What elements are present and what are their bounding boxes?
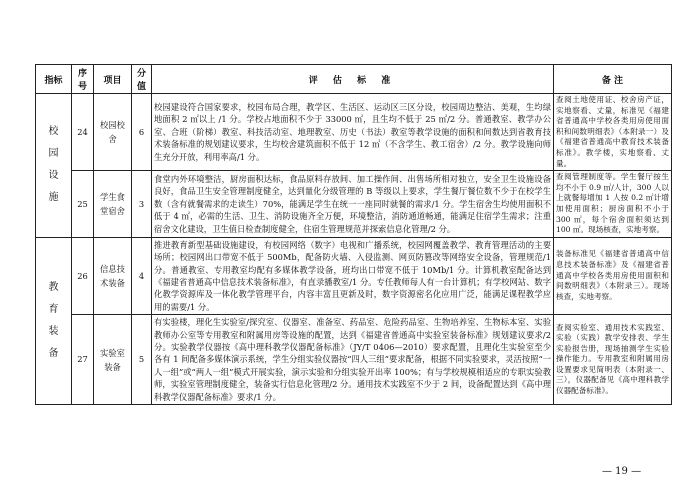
row-score: 4: [132, 237, 152, 314]
row-criteria: 食堂内外环境整洁，厨房面积达标，食品原料存放间、加工操作间、出售场所相对独立，安全卫生设施设备良好，食品卫生安全管理制度健全，达到量化分级管理的 B 等级以上要求，学生餐厅餐位数不少于在校学生数（含有就餐需求的走读生）70%，能满足学生在统一一座同时就餐的需求/1 分。学生宿舍生均使用面积不低于 4 ㎡，必需的生活、卫生、消防设施齐全万便，环境整洁，消防通道畅通，能满足住宿学生需求；注重宿舍文化建设，卫生值日检查制度健全，住宿生管理规范并探索信息化管理/2 分。: [152, 171, 554, 238]
row-notes: 查阅管理制度等。学生餐厅按生均不小于 0.9 ㎡/人计，300 人以上就餐每增加 1 人按 0.2 ㎡计增加使用面积；厨房面积不小于 300 ㎡，每个宿舍面积须达到 100 ㎡。现场核查，实地考察。: [554, 171, 672, 238]
row-notes: 查阅土地使用证、校舍房产证，实地察看、丈量，标准见《福建省普通高中学校各类用房使用面积和间数明细表》（本附录一）及《福建省普通高中教育技术装备标准》。教学楼，实地察看、丈量。: [554, 94, 672, 171]
header-indicator: 指标: [36, 65, 72, 94]
row-item: 学生食堂宿舍: [94, 171, 132, 238]
header-seq: 序号: [72, 65, 94, 94]
row-score: 6: [132, 94, 152, 171]
header-notes: 备 注: [554, 65, 672, 94]
row-number: 27: [72, 315, 94, 405]
row-number: 24: [72, 94, 94, 171]
table-row: [36, 237, 672, 314]
category-equipment: 教 育 装 备: [36, 237, 72, 404]
row-notes: 装备标准见《福建省普通高中信息技术装备标准》及《福建省普通高中学校各类用房使用面积和间数明细表》（本附录三）。现场核查，实地考察。: [554, 237, 672, 314]
evaluation-table: [35, 64, 672, 405]
row-criteria: 有实验楼，理化生实验室/探究室、仪器室、准备室、药品室、危险药品室、生物培养室、生物标本室、实验教师办公室等专用教室和附属用房等设施的配置，达到《福建省普通高中实验室装备标准》规划建议要求/2 分。实验教学仪器按《高中理科教学仪器配备标准》（JY/T 0406—2010）要求配置，且理化生实验室至少各有 1 间配备多媒体演示系统，学生分组实验仪器按“四人三组”要求配备，根据不同实验要求，灵活按照“一人一组”或“两人一组”模式开展实验，演示实验和分组实验开出率 100%；有与学校规模相适应的专职实验教师，实验室管理制度健全，装备实行信息化管理/2 分。通用技术实践室不少于 2 间，设备配置达到《高中理科教学仪器配备标准》要求/1 分。: [152, 315, 554, 405]
table-row: [36, 171, 672, 238]
row-number: 25: [72, 171, 94, 238]
row-criteria: 推进教育新型基础设施建设，有校园网络（数字）电视和广播系统，校园网覆盖教学、教育管理活动的主要场所；校园网出口带宽不低于 500Mb，配备防火墙、入侵监测、网页防篡改等网络安全设备，管理规范/1 分。普通教室、专用教室均配有多媒体教学设备，班均出口带宽不低于 10Mb/1 分。计算机教室配备达到《福建省普通高中信息技术装备标准》，有直录播教室/1 分。专任教师每人有一台计算机；有学校网站、数字化教学资源库及一体化教学管理平台，内容丰富且更新及时，数字资源密名化应用广泛，能满足课程教学应用的需要/1 分。: [152, 237, 554, 314]
row-item: 信息技术装备: [94, 237, 132, 314]
table-row: [36, 315, 672, 405]
header-score: 分值: [132, 65, 152, 94]
row-score: 3: [132, 171, 152, 238]
row-criteria: 校园建设符合国家要求，校园布局合理，教学区、生活区、运动区三区分设，校园周边整洁、美观，生均绿地面积 2 ㎡以上 /1 分。学校占地面积不少于 33000 ㎡，且生均不低于 25 ㎡/2 分。普通教室、教学办公室、合班（阶梯）教室、科技活动室、地理教室、历史（书法）教室等教学设施的面积和间数达到省教育技术装备标准的规划建议要求，生均校舍建筑面积不低于 12 ㎡（不含学生、教工宿舍）/2 分。教学设施向师生充分开放，利用率高/1 分。: [152, 94, 554, 171]
category-facilities: 校 园 设 施: [36, 94, 72, 238]
row-number: 26: [72, 237, 94, 314]
header-criteria: 评 估 标 准: [152, 65, 554, 94]
header-item: 项目: [94, 65, 132, 94]
row-item: 实验室装备: [94, 315, 132, 405]
table-row: [36, 94, 672, 171]
row-item: 校园校舍: [94, 94, 132, 171]
page-number: — 19 —: [602, 466, 642, 477]
row-notes: 查阅实验室、通用技术实践室、实验（实践）教学安排表、学生实验报告册，现场抽测学生实验操作能力。专用教室和附属用房设置要求见简明表（本附录一、三），仪器配备见《高中理科教学仪器配备标准》。: [554, 315, 672, 405]
row-score: 5: [132, 315, 152, 405]
table-header-row: [36, 65, 672, 94]
